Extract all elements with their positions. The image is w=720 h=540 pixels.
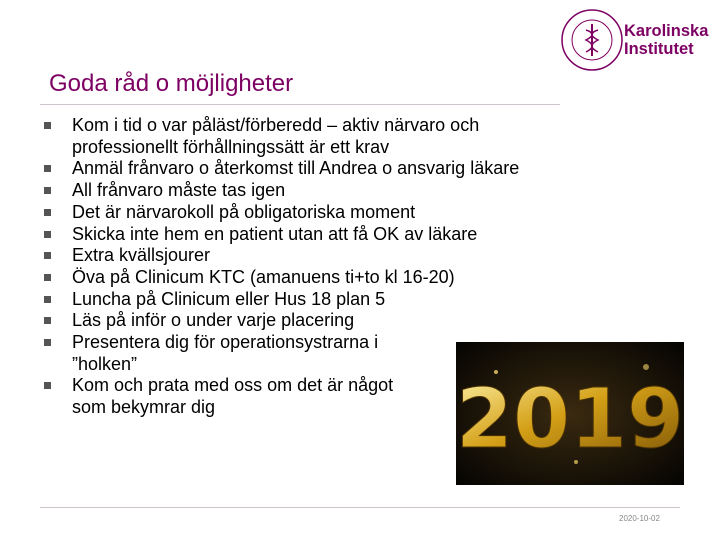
- bullet-text: Extra kvällsjourer: [72, 245, 211, 266]
- bullet-item: [44, 224, 604, 246]
- square-bullet-icon: [44, 274, 51, 281]
- square-bullet-icon: [44, 317, 51, 324]
- bullet-item: [44, 158, 604, 180]
- slide-title: Goda råd o möjligheter: [49, 70, 294, 97]
- bullet-text: professionellt förhållningssätt är ett krav: [72, 136, 390, 157]
- square-bullet-icon: [44, 165, 51, 172]
- square-bullet-icon: [44, 252, 51, 259]
- square-bullet-icon: [44, 209, 51, 216]
- bullet-item: [44, 202, 604, 224]
- square-bullet-icon: [44, 339, 51, 346]
- bullet-item: [44, 310, 604, 332]
- bullet-text: All frånvaro måste tas igen: [72, 180, 286, 201]
- bullet-text: Kom i tid o var påläst/förberedd – aktiv närvaro och: [72, 115, 480, 135]
- bullet-item: [44, 267, 604, 289]
- bullet-text: Luncha på Clinicum eller Hus 18 plan 5: [72, 288, 386, 309]
- bullet-text: Anmäl frånvaro o återkomst till Andrea o ansvarig läkare: [72, 158, 520, 179]
- karolinska-seal-icon: [560, 8, 624, 72]
- logo-line-2: Institutet: [624, 40, 694, 58]
- bullet-text: ”holken”: [72, 353, 138, 374]
- photo-year-text: 2019: [456, 372, 684, 467]
- bullet-item: [44, 289, 604, 311]
- square-bullet-icon: [44, 382, 51, 389]
- slide-date: 2020-10-02: [619, 514, 660, 523]
- bullet-text: Öva på Clinicum KTC (amanuens ti+to kl 16-20): [72, 266, 455, 287]
- bullet-item: [44, 180, 604, 202]
- karolinska-logo: [560, 8, 710, 78]
- square-bullet-icon: [44, 187, 51, 194]
- bullet-text: Kom och prata med oss om det är något: [72, 375, 394, 396]
- footer-divider: [40, 507, 680, 508]
- logo-line-1: Karolinska: [624, 22, 709, 40]
- bullet-text: som bekymrar dig: [72, 397, 216, 418]
- bullet-text: Det är närvarokoll på obligatoriska moment: [72, 201, 416, 222]
- photo-2019: [456, 342, 684, 485]
- square-bullet-icon: [44, 296, 51, 303]
- bullet-text: Presentera dig för operationsystrarna i: [72, 332, 379, 353]
- title-divider: [40, 104, 560, 105]
- square-bullet-icon: [44, 122, 51, 129]
- bullet-text: Skicka inte hem en patient utan att få OK av läkare: [72, 223, 478, 244]
- bullet-text: Läs på inför o under varje placering: [72, 310, 355, 331]
- bullet-item: [44, 115, 604, 158]
- square-bullet-icon: [44, 231, 51, 238]
- bullet-item: [44, 245, 604, 267]
